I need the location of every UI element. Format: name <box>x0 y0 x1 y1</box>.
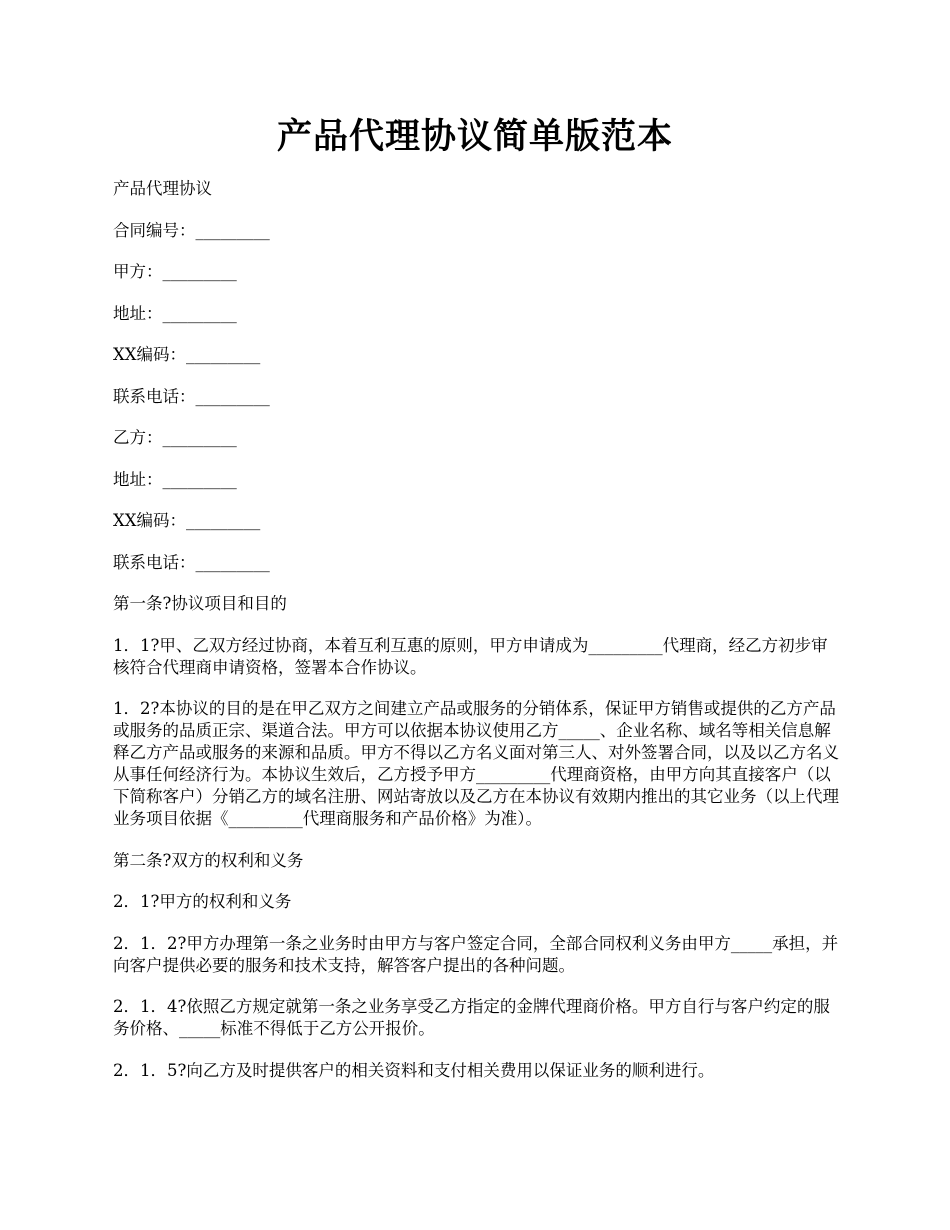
paragraph-agreement-name: 产品代理协议 <box>113 179 212 198</box>
paragraph-party-b-address: 地址：_________ <box>113 469 237 489</box>
clause-2-1: 2．1?甲方的权利和义务 <box>113 892 292 911</box>
paragraph-party-a: 甲方：_________ <box>113 262 237 281</box>
clause-2-1-5: 2．1．5?向乙方及时提供客户的相关资料和支付相关费用以保证业务的顺利进行。 <box>113 1060 715 1080</box>
clause-1-1: 1．1?甲、乙双方经过协商，本着互利互惠的原则，甲方申请成为_________代理商，经乙方初步审核符合代理商申请资格，签署本合作协议。 <box>113 635 828 677</box>
paragraph-party-b-phone: 联系电话：_________ <box>113 552 270 572</box>
paragraph-party-a-address: 地址：_________ <box>113 303 237 323</box>
heading-article-1: 第一条?协议项目和目的 <box>113 594 287 613</box>
document-body <box>113 178 840 1101</box>
heading-article-2: 第二条?双方的权利和义务 <box>113 850 304 870</box>
paragraph-party-a-phone: 联系电话：_________ <box>113 386 270 406</box>
paragraph-party-a-code: XX编码：_________ <box>113 345 261 364</box>
paragraph-party-b-code: XX编码：_________ <box>113 511 261 530</box>
clause-2-1-2: 2．1．2?甲方办理第一条之业务时由甲方与客户签定合同，全部合同权利义务由甲方_____承担，并向客户提供必要的服务和技术支持，解答客户提出的各种问题。 <box>113 933 839 975</box>
paragraph-party-b: 乙方：_________ <box>113 428 237 447</box>
clause-1-2: 1．2?本协议的目的是在甲乙双方之间建立产品或服务的分销体系，保证甲方销售或提供的乙方产品或服务的品质正宗、渠道合法。甲方可以依据本协议使用乙方_____、企业名称、域名等相关信息解释乙方产品或服务的来源和品质。甲方不得以乙方名义面对第三人、对外签署合同，以及以乙方名义从事任何经济行为。本协议生效后，乙方授予甲方_________代理商资格，由甲方向其直接客户（以下简称客户）分销乙方的域名注册、网站寄放以及乙方在本协议有效期内推出的其它业务（以上代理业务项目依据《_________代理商服务和产品价格》为准）。 <box>113 699 839 828</box>
paragraph-contract-number: 合同编号：_________ <box>113 220 270 240</box>
document-title: 产品代理协议简单版范本 <box>276 116 673 157</box>
clause-2-1-4: 2．1．4?依照乙方规定就第一条之业务享受乙方指定的金牌代理商价格。甲方自行与客户约定的服务价格、_____标准不得低于乙方公开报价。 <box>113 997 830 1038</box>
